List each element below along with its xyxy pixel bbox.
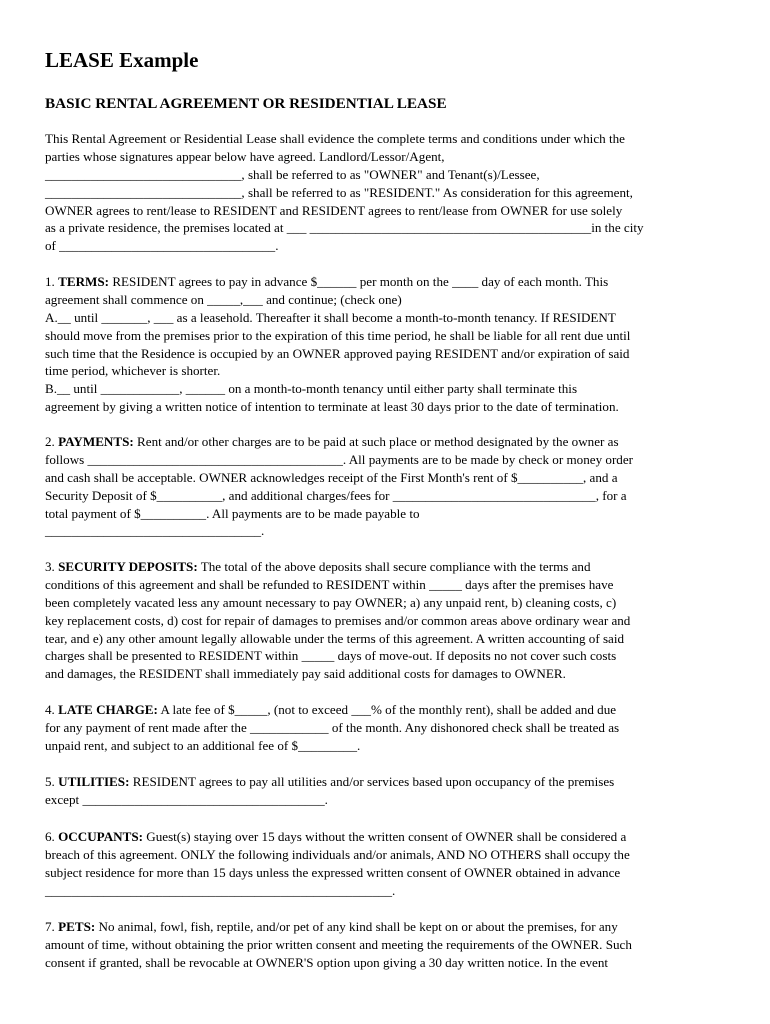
document-subtitle: BASIC RENTAL AGREEMENT OR RESIDENTIAL LEASE — [45, 95, 447, 112]
section-line: tear, and e) any other amount legally allowable under the terms of this agreement. A written accounting of said — [45, 630, 625, 646]
section-utilities — [45, 773, 725, 809]
intro-paragraph — [45, 130, 725, 255]
section-text: RESIDENT agrees to pay in advance $______ per month on the ____ day of each month. This — [109, 274, 609, 289]
section-security-deposits — [45, 558, 725, 683]
intro-line: ______________________________, shall be referred to as "RESIDENT." As consideration for this agreement, — [45, 184, 633, 200]
section-heading-line — [45, 828, 725, 846]
section-heading: LATE CHARGE: — [58, 702, 158, 717]
section-text: A late fee of $_____, (not to exceed ___% of the monthly rent), shall be added and due — [157, 702, 617, 717]
section-line: _____________________________________________________. — [45, 882, 396, 898]
section-heading-line — [45, 433, 725, 451]
section-line: and cash shall be acceptable. OWNER acknowledges receipt of the First Month's rent of $__________, and a — [45, 469, 618, 485]
intro-line: This Rental Agreement or Residential Lease shall evidence the complete terms and conditions under which the — [45, 131, 625, 146]
section-line: consent if granted, shall be revocable at OWNER'S option upon giving a 30 day written notice. In the event — [45, 954, 609, 970]
section-text: Guest(s) staying over 15 days without the written consent of OWNER shall be considered a — [142, 829, 627, 844]
section-number: 7. — [45, 919, 55, 934]
section-text: No animal, fowl, fish, reptile, and/or pet of any kind shall be kept on or about the premises, for any — [95, 919, 618, 934]
section-line: B.__ until ____________, ______ on a month-to-month tenancy until either party shall terminate this — [45, 381, 578, 397]
section-line: such time that the Residence is occupied by an OWNER approved paying RESIDENT and/or expiration of said — [45, 345, 630, 361]
section-heading-line — [45, 918, 725, 936]
section-heading: SECURITY DEPOSITS: — [58, 559, 198, 574]
section-heading: TERMS: — [58, 274, 110, 289]
section-late-charge — [45, 701, 725, 755]
lease-page — [45, 46, 725, 970]
section-terms — [45, 273, 725, 416]
section-occupants — [45, 828, 725, 900]
section-line: should move from the premises prior to the expiration of this time period, he shall be liable for all rent due until — [45, 327, 631, 343]
section-heading: UTILITIES: — [58, 774, 130, 789]
section-line: for any payment of rent made after the ____________ of the month. Any dishonored check shall be treated as — [45, 719, 620, 735]
section-line: subject residence for more than 15 days unless the expressed written consent of OWNER obtained in advance — [45, 864, 621, 880]
intro-line: of _________________________________. — [45, 238, 279, 254]
section-line: time period, whichever is shorter. — [45, 363, 221, 379]
section-line: unpaid rent, and subject to an additional fee of $_________. — [45, 737, 361, 753]
section-heading-line — [45, 273, 725, 291]
section-heading: PAYMENTS: — [58, 434, 134, 449]
section-line: breach of this agreement. ONLY the following individuals and/or animals, AND NO OTHERS shall occupy the — [45, 846, 630, 862]
section-line: and damages, the RESIDENT shall immediately pay said additional costs for damages to OWNER. — [45, 666, 566, 682]
section-number: 1. — [45, 274, 55, 289]
section-line: except _____________________________________. — [45, 791, 328, 807]
section-line: amount of time, without obtaining the prior written consent and meeting the requirements of the OWNER. Such — [45, 936, 632, 952]
section-heading-line — [45, 558, 725, 576]
section-number: 4. — [45, 702, 55, 717]
section-number: 5. — [45, 774, 55, 789]
section-heading-line — [45, 701, 725, 719]
section-payments — [45, 433, 725, 540]
section-line: charges shall be presented to RESIDENT within _____ days of move-out. If deposits no not cover such costs — [45, 648, 617, 664]
section-line: agreement shall commence on _____,___ and continue; (check one) — [45, 291, 402, 307]
section-number: 2. — [45, 434, 55, 449]
section-text: Rent and/or other charges are to be paid at such place or method designated by the owner as — [133, 434, 619, 449]
section-line: follows _______________________________________. All payments are to be made by check or money order — [45, 451, 634, 467]
intro-line: ______________________________, shall be referred to as "OWNER" and Tenant(s)/Lessee, — [45, 166, 540, 182]
intro-line: as a private residence, the premises located at ___ ___________________________________________in the city — [45, 220, 644, 236]
intro-line: OWNER agrees to rent/lease to RESIDENT and RESIDENT agrees to rent/lease from OWNER for use solely — [45, 202, 623, 218]
section-line: total payment of $__________. All payments are to be made payable to — [45, 505, 420, 521]
section-line: been completely vacated less any amount necessary to pay OWNER; a) any unpaid rent, b) cleaning costs, c) — [45, 594, 617, 610]
section-line: Security Deposit of $__________, and additional charges/fees for _______________________________, for a — [45, 487, 627, 503]
section-number: 3. — [45, 559, 55, 574]
intro-line: parties whose signatures appear below have agreed. Landlord/Lessor/Agent, — [45, 148, 445, 164]
section-heading-line — [45, 773, 725, 791]
section-number: 6. — [45, 829, 55, 844]
section-line: agreement by giving a written notice of intention to terminate at least 30 days prior to the date of termination. — [45, 399, 619, 415]
section-line: _________________________________. — [45, 523, 265, 539]
document-title: LEASE Example — [45, 48, 199, 72]
section-line: conditions of this agreement and shall be refunded to RESIDENT within _____ days after the premises have — [45, 576, 614, 592]
section-text: The total of the above deposits shall secure compliance with the terms and — [197, 559, 591, 574]
section-line: key replacement costs, d) cost for repair of damages to premises and/or common areas above ordinary wear and — [45, 612, 631, 628]
section-line: A.__ until _______, ___ as a leasehold. Thereafter it shall become a month-to-month tenancy. If RESIDENT — [45, 309, 616, 325]
section-text: RESIDENT agrees to pay all utilities and/or services based upon occupancy of the premises — [129, 774, 615, 789]
section-heading: PETS: — [58, 919, 96, 934]
section-heading: OCCUPANTS: — [58, 829, 143, 844]
section-pets — [45, 918, 725, 972]
